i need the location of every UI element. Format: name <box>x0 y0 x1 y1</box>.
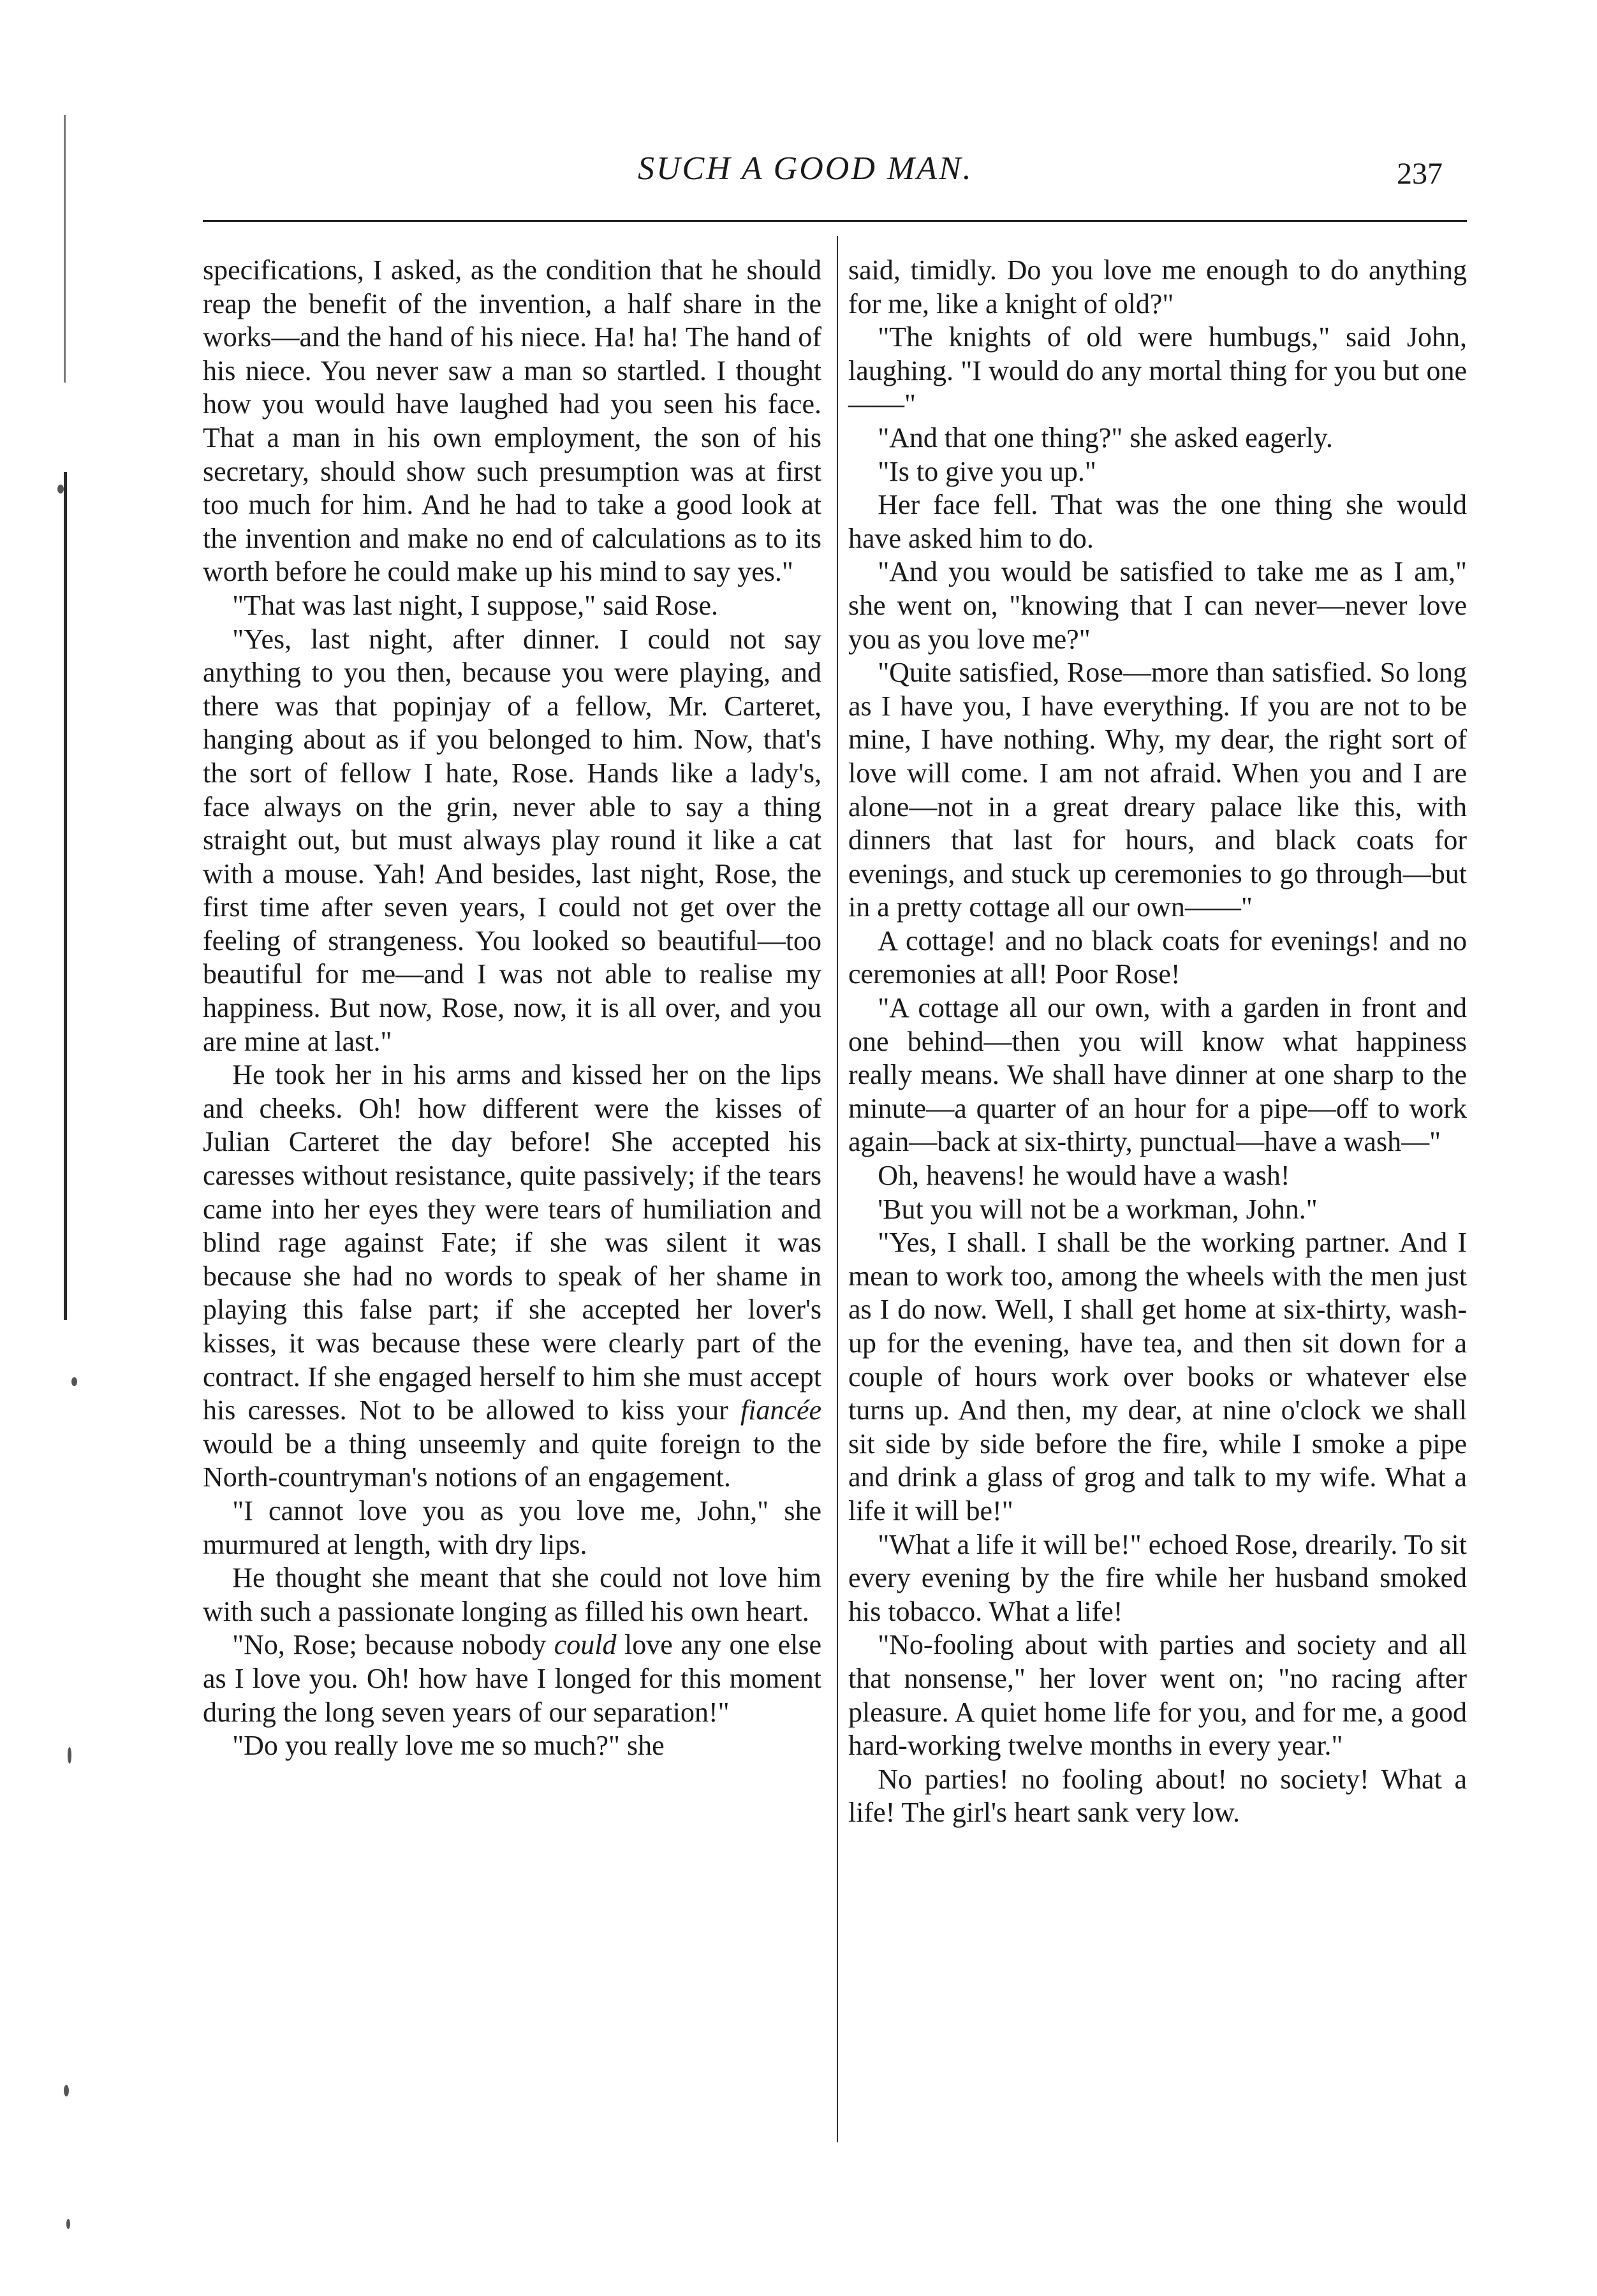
page-number: 237 <box>1397 157 1443 191</box>
header-rule <box>203 220 1467 222</box>
italic-word: could <box>554 1629 617 1661</box>
paragraph: said, timidly. Do you love me enough to do anything for me, like a knight of old?" <box>848 254 1467 319</box>
scan-speck <box>66 2219 70 2229</box>
column-divider <box>837 236 838 2142</box>
left-column <box>203 254 821 1763</box>
paragraph: "Quite satisfied, Rose—more than satisfied. So long as I have you, I have everything. If you are not to be mine, I have nothing. Why, my dear, the right sort of love will come. I am not afraid. When you and I are alone—not in a great dreary palace like this, with dinners that last for hours, and black coats for evenings, and stuck up ceremonies to go through—but in a pretty cottage all our own——" <box>848 657 1467 923</box>
scan-speck <box>71 1377 77 1386</box>
paragraph: Oh, heavens! he would have a wash! <box>878 1160 1290 1192</box>
paragraph: "The knights of old were humbugs," said John, laughing. "I would do any mortal thing for you but one——" <box>848 321 1467 420</box>
scan-speck <box>68 1747 71 1764</box>
paragraph: "No-fooling about with parties and society and all that nonsense," her lover went on; "no racing after pleasure. A quiet home life for you, and for me, a good hard-working twelve months in every year." <box>848 1629 1467 1762</box>
binding-shadow <box>64 472 67 1320</box>
paragraph: "That was last night, I suppose," said Rose. <box>232 589 719 621</box>
paragraph <box>203 1058 821 1495</box>
paragraph-text: He took her in his arms and kissed her on the lips and cheeks. Oh! how different were the kisses of Julian Carteret the day before! She accepted his caresses without resistance, quite passively; if the tears came into her eyes they were tears of humiliation and blind rage against Fate; if she was silent it was because she had no words to speak of her shame in playing this false part; if she accepted her lover's kisses, it was because these were clearly part of the contract. If she engaged herself to him she must accept his caresses. Not to be allowed to kiss your <box>203 1059 821 1426</box>
paragraph: "A cottage all our own, with a garden in front and one behind—then you will know what happiness really means. We shall have dinner at one sharp to the minute—a quarter of an hour for a pipe—off to work again—back at six-thirty, punctual—have a wash—" <box>848 992 1467 1158</box>
running-title: SUCH A GOOD MAN. <box>638 150 973 187</box>
scan-speck <box>57 485 64 494</box>
italic-word: fiancée <box>740 1394 822 1426</box>
paragraph <box>203 1628 821 1729</box>
paragraph-text: "No, Rose; because nobody <box>232 1629 547 1661</box>
paragraph: "What a life it will be!" echoed Rose, drearily. To sit every evening by the fire while her husband smoked his tobacco. What a life! <box>848 1528 1467 1627</box>
scan-speck <box>64 2085 69 2096</box>
paragraph-text: love any one else as I love you. Oh! how have I longed for this moment during the long seven years of our separation!" <box>203 1629 821 1728</box>
paragraph: "Is to give you up." <box>878 455 1096 487</box>
paragraph: 'But you will not be a workman, John." <box>878 1193 1318 1225</box>
paragraph: "Yes, I shall. I shall be the working partner. And I mean to work too, among the wheels with the men just as I do now. Well, I shall get home at six-thirty, wash-up for the evening, have tea, and then sit down for a couple of hours work over books or whatever else turns up. And then, my dear, at nine o'clock we shall sit side by side before the fire, while I smoke a pipe and drink a glass of grog and talk to my wife. What a life it will be!" <box>848 1227 1467 1526</box>
paragraph: "I cannot love you as you love me, John," she murmured at length, with dry lips. <box>203 1495 821 1560</box>
paragraph: "And you would be satisfied to take me as I am," she went on, "knowing that I can never—never love you as you love me?" <box>848 556 1467 655</box>
paragraph: No parties! no fooling about! no society! What a life! The girl's heart sank very low. <box>848 1763 1467 1829</box>
paragraph: "And that one thing?" she asked eagerly. <box>878 421 1333 453</box>
right-column <box>848 254 1467 1830</box>
paragraph-text: would be a thing unseemly and quite foreign to the North-countryman's notions of an engagement. <box>203 1428 821 1493</box>
paragraph: "Do you really love me so much?" she <box>232 1730 665 1762</box>
paragraph: "Yes, last night, after dinner. I could not say anything to you then, because you were playing, and there was that popinjay of a fellow, Mr. Carteret, hanging about as if you belonged to him. Now, that's the sort of fellow I hate, Rose. Hands like a lady's, face always on the grin, never able to say a thing straight out, but must always play round it like a cat with a mouse. Yah! And besides, last night, Rose, the first time after seven years, I could not get over the feeling of strangeness. You looked so beautiful—too beautiful for me—and I was not able to realise my happiness. But now, Rose, now, it is all over, and you are mine at last." <box>203 623 821 1057</box>
binding-shadow <box>64 115 66 383</box>
paragraph: Her face fell. That was the one thing she would have asked him to do. <box>848 489 1467 554</box>
binding-margin-artifacts <box>38 77 89 2257</box>
paragraph: A cottage! and no black coats for evenings! and no ceremonies at all! Poor Rose! <box>848 925 1467 990</box>
paragraph: specifications, I asked, as the condition that he should reap the benefit of the invention, a half share in the works—and the hand of his niece. Ha! ha! The hand of his niece. You never saw a man so startled. I thought how you would have laughed had you seen his face. That a man in his own employment, the son of his secretary, should show such presumption was at first too much for him. And he had to take a good look at the invention and make no end of calculations as to its worth before he could make up his mind to say yes." <box>203 254 821 588</box>
page-header <box>0 0 1597 210</box>
paragraph: He thought she meant that she could not love him with such a passionate longing as filled his own heart. <box>203 1562 821 1627</box>
